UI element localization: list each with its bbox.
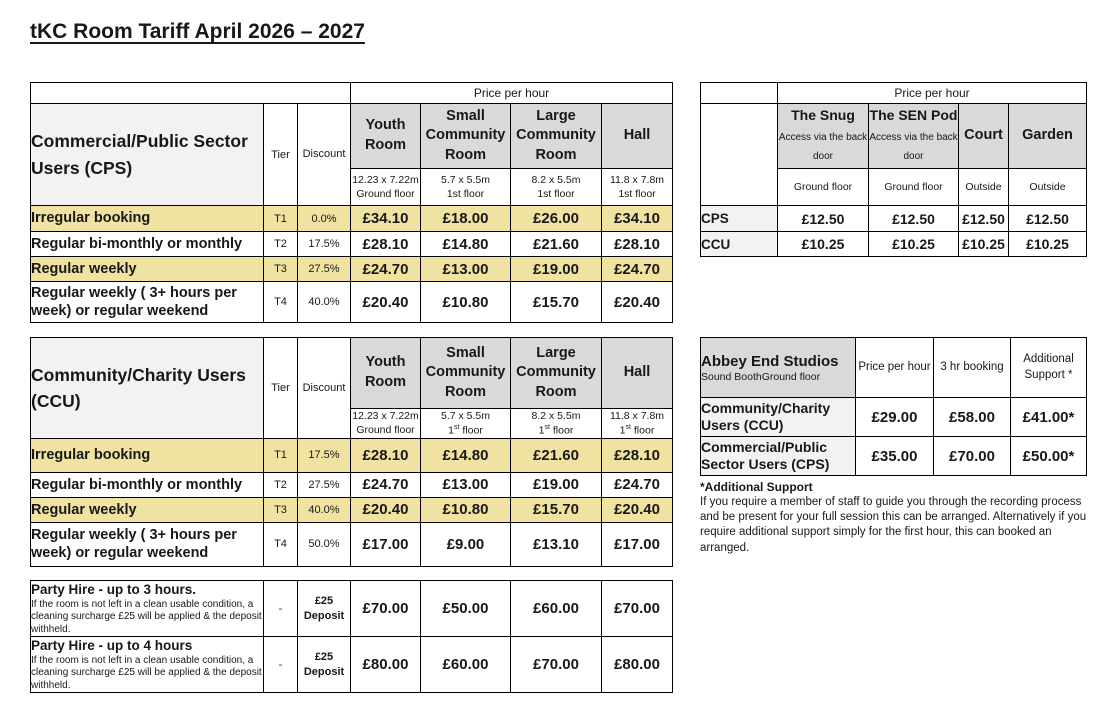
tier-cell: T2 [264,472,298,497]
tier-cell: - [264,581,298,637]
price-cell: £70.00 [351,581,421,637]
room-header-row [701,104,1087,169]
room-header-small-community-room: Small Community Room [421,104,511,169]
deposit-cell: £25 Deposit [298,637,351,693]
room-dims-floor: 1st floor [448,424,483,437]
booking-type-label: Regular weekly ( 3+ hours per week) or regular weekend [31,522,264,566]
price-per-hour-header: Price per hour [778,83,1087,104]
price-per-hour-header: Price per hour [856,338,934,398]
tier-cell: - [264,637,298,693]
party-hire-note: If the room is not left in a clean usable condition, a cleaning surcharge £25 will be applied & the deposit withheld. [31,598,262,635]
tier-cell: T3 [264,257,298,282]
room-dims-size: 11.8 x 7.8m [609,410,665,422]
price-cell: £20.40 [351,282,421,323]
price-cell: £28.10 [351,232,421,257]
room-dims-floor: Ground floor [356,188,415,200]
table-row [701,437,1087,476]
room-header-row [31,338,673,409]
table-row [31,581,673,637]
ccu-section-label: Community/Charity Users (CCU) [31,338,264,439]
room-header-court: Court [959,104,1009,169]
price-cell: £70.00 [934,437,1011,476]
table-row [31,282,673,323]
tier-cell: T3 [264,497,298,522]
price-cell: £60.00 [421,637,511,693]
party-hire-label [31,637,264,693]
price-cell: £29.00 [856,398,934,437]
tier-cell: T4 [264,282,298,323]
booking-type-label: Regular weekly [31,257,264,282]
price-cell: £21.60 [511,232,602,257]
table-row [31,522,673,566]
price-cell: £60.00 [511,581,602,637]
price-cell: £28.10 [602,438,673,472]
tier-header: Tier [264,338,298,439]
room-header-the-sen-pod [869,104,959,169]
room-dims-cell [602,409,673,439]
room-dims-size: 8.2 x 5.5m [531,173,581,186]
room-access-note: Access via the back door [869,131,958,163]
price-cell: £13.00 [421,472,511,497]
studio-header-row [701,338,1087,398]
room-header-large-community-room: Large Community Room [511,338,602,409]
room-header-hall: Hall [602,104,673,169]
room-header-hall: Hall [602,338,673,409]
room-floor-cell: Ground floor [869,169,959,206]
room-header-youth-room: Youth Room [351,338,421,409]
price-cell: £12.50 [1009,206,1087,232]
booking-type-label: Regular bi-monthly or monthly [31,232,264,257]
booking-type-label: Irregular booking [31,206,264,232]
price-cell: £70.00 [602,581,673,637]
price-cell: £12.50 [869,206,959,232]
room-floor-cell: Outside [1009,169,1087,206]
discount-cell: 0.0% [298,206,351,232]
room-dims-size: 12.23 x 7.22m [352,410,419,423]
price-cell: £10.80 [421,497,511,522]
room-dims-floor: 1st floor [618,188,656,200]
price-per-hour-row [31,83,673,104]
room-header-youth-room: Youth Room [351,104,421,169]
user-group-label-cps: CPS [701,206,778,232]
price-cell: £13.10 [511,522,602,566]
discount-cell: 17.5% [298,232,351,257]
room-dims-size: 11.8 x 7.8m [609,173,665,186]
deposit-cell: £25 Deposit [298,581,351,637]
room-header-garden: Garden [1009,104,1087,169]
price-cell: £24.70 [602,472,673,497]
price-cell: £24.70 [351,472,421,497]
price-cell: £19.00 [511,257,602,282]
price-cell: £58.00 [934,398,1011,437]
discount-cell: 17.5% [298,438,351,472]
room-dims-floor: 1st floor [446,188,485,200]
table-row [31,438,673,472]
price-cell: £28.10 [602,232,673,257]
room-dims-cell [511,409,602,439]
room-dims-cell [421,169,511,206]
room-dims-floor: 1st floor [538,424,574,437]
note-body: If you require a member of staff to guide you through the recording process and be present for your full session this can be arranged. Alternatively if you require additional support simply for the first hour, this can booked an arranged. [700,496,1087,554]
table-row [701,206,1087,232]
room-dims-cell [421,409,511,439]
price-cell: £18.00 [421,206,511,232]
tier-cell: T2 [264,232,298,257]
additional-support-note [700,480,1092,556]
price-per-hour-row [701,83,1087,104]
user-group-label-cps: Commercial/Public Sector Users (CPS) [701,437,856,476]
price-cell: £12.50 [959,206,1009,232]
empty-spacer-cell [701,104,778,206]
price-cell: £17.00 [351,522,421,566]
room-header-large-community-room: Large Community Room [511,104,602,169]
tier-cell: T1 [264,206,298,232]
price-cell: £10.25 [778,232,869,257]
price-cell: £20.40 [602,282,673,323]
price-cell: £12.50 [778,206,869,232]
studio-title-cell [701,338,856,398]
cps-tariff-table [30,82,673,323]
price-cell: £15.70 [511,282,602,323]
party-hire-title: Party Hire - up to 4 hours [31,638,193,654]
price-cell: £24.70 [602,257,673,282]
party-hire-label [31,581,264,637]
three-hr-booking-header: 3 hr booking [934,338,1011,398]
room-dims-size: 8.2 x 5.5m [531,410,581,422]
discount-cell: 40.0% [298,282,351,323]
room-access-note: Access via the back door [778,131,868,163]
booking-type-label: Irregular booking [31,438,264,472]
ccu-tariff-table [30,337,673,567]
room-dims-cell [511,169,602,206]
price-cell: £41.00* [1011,398,1087,437]
booking-type-label: Regular weekly [31,497,264,522]
empty-spacer-cell [31,83,351,104]
room-dims-cell [351,169,421,206]
booking-type-label: Regular bi-monthly or monthly [31,472,264,497]
annex-rooms-table [700,82,1087,257]
room-dims-size: 12.23 x 7.22m [352,173,419,186]
table-row [31,637,673,693]
table-row [31,257,673,282]
discount-cell: 50.0% [298,522,351,566]
price-per-hour-header: Price per hour [351,83,673,104]
price-cell: £10.25 [959,232,1009,257]
cps-section-label: Commercial/Public Sector Users (CPS) [31,104,264,206]
price-cell: £10.80 [421,282,511,323]
table-row [31,206,673,232]
table-row [701,398,1087,437]
studio-subtitle: Sound BoothGround floor [701,370,821,383]
price-cell: £34.10 [602,206,673,232]
price-cell: £80.00 [351,637,421,693]
room-name: The SEN Pod [869,107,958,124]
price-cell: £28.10 [351,438,421,472]
table-row [31,232,673,257]
table-row [31,497,673,522]
price-cell: £35.00 [856,437,934,476]
note-title: *Additional Support [700,480,813,494]
table-row [701,232,1087,257]
price-cell: £20.40 [351,497,421,522]
price-cell: £20.40 [602,497,673,522]
page-title: tKC Room Tariff April 2026 – 2027 [30,20,365,43]
room-dims-floor: Ground floor [356,424,415,437]
price-cell: £21.60 [511,438,602,472]
price-cell: £70.00 [511,637,602,693]
price-cell: £50.00 [421,581,511,637]
studio-table [700,337,1087,476]
price-cell: £9.00 [421,522,511,566]
price-cell: £17.00 [602,522,673,566]
party-hire-title: Party Hire - up to 3 hours. [31,582,197,597]
room-dims-cell [351,409,421,439]
room-dims-floor: 1st floor [619,424,655,437]
discount-header: Discount [298,104,351,206]
price-cell: £24.70 [351,257,421,282]
studio-title: Abbey End Studios [701,352,839,370]
price-cell: £26.00 [511,206,602,232]
room-floor-cell: Outside [959,169,1009,206]
discount-cell: 27.5% [298,472,351,497]
price-cell: £19.00 [511,472,602,497]
user-group-label-ccu: Community/Charity Users (CCU) [701,398,856,437]
room-dims-cell [602,169,673,206]
price-cell: £15.70 [511,497,602,522]
tier-cell: T4 [264,522,298,566]
room-header-small-community-room: Small Community Room [421,338,511,409]
price-cell: £14.80 [421,438,511,472]
price-cell: £10.25 [869,232,959,257]
price-cell: £13.00 [421,257,511,282]
price-cell: £14.80 [421,232,511,257]
price-cell: £34.10 [351,206,421,232]
discount-cell: 40.0% [298,497,351,522]
party-hire-note: If the room is not left in a clean usable condition, a cleaning surcharge £25 will be applied & the deposit withheld. [31,654,262,691]
user-group-label-ccu: CCU [701,232,778,257]
table-row [31,472,673,497]
discount-cell: 27.5% [298,257,351,282]
room-header-row [31,104,673,169]
empty-spacer-cell [701,83,778,104]
additional-support-header: Additional Support * [1011,338,1087,398]
room-dims-size: 5.7 x 5.5m [440,173,491,186]
party-hire-table [30,580,673,693]
discount-header: Discount [298,338,351,439]
room-floor-cell: Ground floor [778,169,869,206]
price-cell: £50.00* [1011,437,1087,476]
room-header-the-snug [778,104,869,169]
room-dims-floor: 1st floor [537,188,575,200]
room-name: The Snug [791,107,855,124]
price-cell: £80.00 [602,637,673,693]
tier-header: Tier [264,104,298,206]
room-dims-size: 5.7 x 5.5m [440,410,491,422]
price-cell: £10.25 [1009,232,1087,257]
booking-type-label: Regular weekly ( 3+ hours per week) or regular weekend [31,282,264,323]
tier-cell: T1 [264,438,298,472]
